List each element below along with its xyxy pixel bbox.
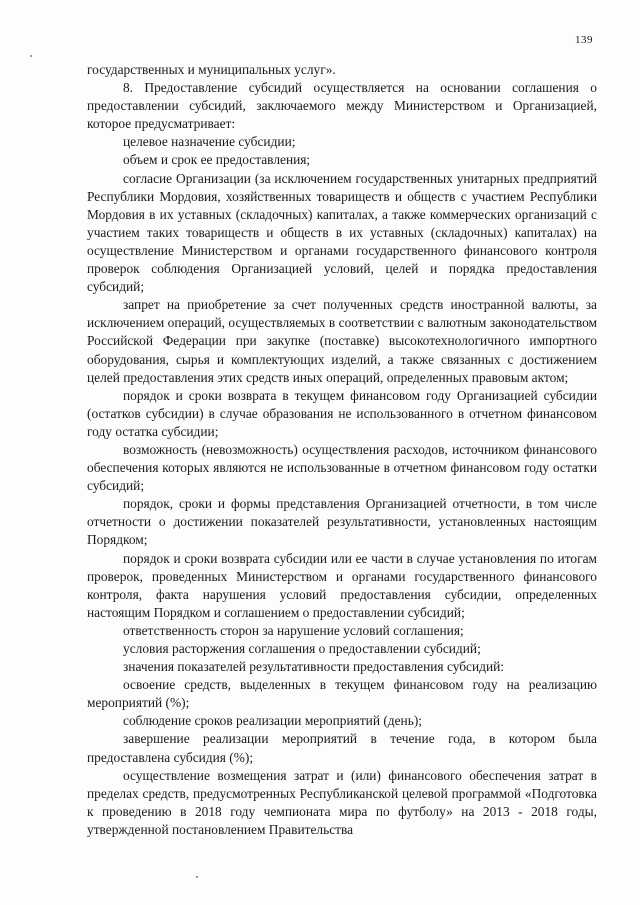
paragraph: объем и срок ее предоставления; bbox=[123, 152, 311, 168]
paragraph: соблюдение сроков реализации мероприятий (день); bbox=[123, 713, 423, 729]
scan-speck bbox=[30, 55, 32, 57]
body-text bbox=[87, 61, 597, 839]
paragraph: осуществление возмещения затрат и (или) финансового обеспечения затрат в пределах средств, предусмотренных Республиканской целевой программой «Подготовка к проведению в 2018 году чемпионата мира по футболу» на 2013 - 2018 годы, утвержденной постановлением Правительства bbox=[87, 767, 597, 837]
paragraph: запрет на приобретение за счет полученных средств иностранной валюты, за исключением операций, осуществляемых в соответствии с валютным законодательством Российской Федерации при закупке (поставке) высокотехнологичного импортного оборудования, сырья и комплектующих изделий, а также связанных с достижением целей предоставления этих средств иных операций, определенных правовым актом; bbox=[87, 297, 597, 385]
paragraph: порядок и сроки возврата в текущем финансовом году Организацией субсидии (остатков субсидии) в случае образования не использованного в отчетном финансовом году остатка субсидии; bbox=[87, 387, 597, 439]
paragraph: завершение реализации мероприятий в течение года, в котором была предоставлена субсидия (%); bbox=[87, 731, 597, 765]
paragraph: согласие Организации (за исключением государственных унитарных предприятий Республики Мордовия, хозяйственных товариществ и обществ с участием Республики Мордовия в их уставных (складочных) капиталах, а также коммерческих организаций с участием таких товариществ и обществ в их уставных (складочных) капиталах) на осуществление Министерством и органами государственного финансового контроля проверок соблюдения Организацией условий, целей и порядка предоставления субсидий; bbox=[87, 170, 597, 295]
paragraph: освоение средств, выделенных в текущем финансовом году на реализацию мероприятий (%); bbox=[87, 677, 597, 711]
paragraph: порядок и сроки возврата субсидии или ее части в случае установления по итогам проверок, проведенных Министерством и органами государственного финансового контроля, факта нарушения условий предоставления субсидии, определенных настоящим Порядком и соглашением о предоставлении субсидий; bbox=[87, 550, 597, 620]
scan-speck bbox=[196, 876, 198, 878]
paragraph: ответственность сторон за нарушение условий соглашения; bbox=[123, 622, 464, 638]
paragraph: государственных и муниципальных услуг». bbox=[87, 62, 336, 77]
paragraph: 8. Предоставление субсидий осуществляется на основании соглашения о предоставлении субсидий, заключаемого между Министерством и Организацией, которое предусматривает: bbox=[87, 80, 597, 132]
paragraph: возможность (невозможность) осуществления расходов, источником финансового обеспечения которых являются не использованные в отчетном финансовом году остатки субсидий; bbox=[87, 441, 597, 494]
paragraph: значения показателей результативности предоставления субсидий: bbox=[123, 659, 505, 675]
paragraph: порядок, сроки и формы представления Организацией отчетности, в том числе отчетности о достижении показателей результативности, установленных настоящим Порядком; bbox=[87, 496, 597, 548]
page-number: 139 bbox=[575, 34, 593, 46]
paragraph: условия расторжения соглашения о предоставлении субсидий; bbox=[123, 641, 481, 656]
paragraph: целевое назначение субсидии; bbox=[123, 134, 296, 150]
